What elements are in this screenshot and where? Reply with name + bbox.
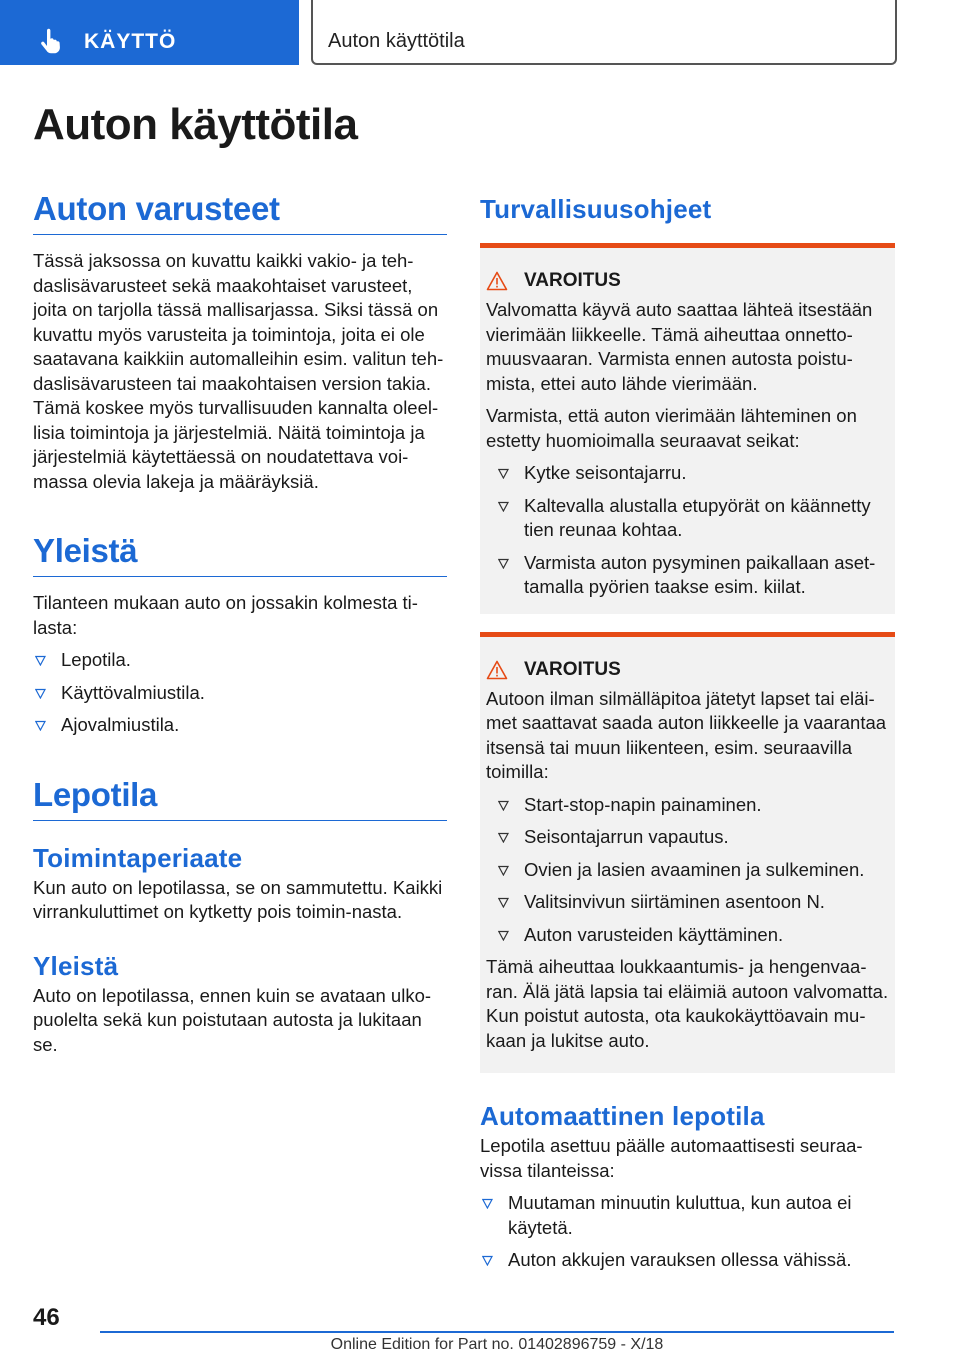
footer-divider [100,1331,894,1333]
warning-text: Tämä aiheuttaa loukkaantumis- ja hengenvaa-ran. Älä jätä lapsia tai eläimiä autoon valvomatta. Kun poistut autosta, ota kaukokäyttöavain mu-kaan ja lukitse auto. [486,956,889,1051]
hand-pointer-icon [38,28,64,54]
list-item: Auton akkujen varauksen ollessa vähissä. [480,1248,895,1273]
list-item: Valitsinvivun siirtäminen asentoon N. [496,890,889,915]
list-item: Auton varusteiden käyttäminen. [496,923,889,948]
general-intro: Tilanteen mukaan auto on jossakin kolmesta ti-lasta: [33,592,418,638]
heading-safety: Turvallisuusohjeet [480,194,712,224]
triangle-bullet-icon [35,688,46,699]
right-column [480,190,895,1273]
heading-rest-general: Yleistä [33,950,119,981]
warning-text: Autoon ilman silmälläpitoa jätetyt lapset tai eläi-met saattavat saada auton liikkeelle ja vaarantaa itsensä tai muun liikenteen, esim. seuraavilla toimilla: [486,687,887,782]
list-item: Käyttövalmiustila. [33,681,447,706]
warning-header [486,659,889,681]
triangle-bullet-icon [498,501,509,512]
general-list [33,648,447,738]
equipment-text: Tässä jaksossa on kuvattu kaikki vakio- ja teh-daslisävarusteet sekä maakohtaiset varusteet, joita on tarjolla tässä mallisarjassa. Siksi tässä on kuvattu myös varusteita ja toimintoja, joita ei ole saatavana kaikkiin automalleihin esim. valitun teh-daslisävarusteen tai maakohtaisen version takia. Tämä koskee myös turvallisuuden kannalta oleel-lisia toimintoja ja järjestelmiä. Näitä toimintoja ja järjestelmiä käytettäessä on noudatettava voi-massa olevia lakeja ja määräyksiä. [33,250,444,492]
section-label: KÄYTTÖ [84,30,177,53]
footer-edition: Online Edition for Part no. 01402896759 - X/18 [330,1336,664,1353]
triangle-bullet-icon [498,930,509,941]
triangle-bullet-icon [498,558,509,569]
heading-general: Yleistä [33,532,447,577]
heading-auto-rest: Automaattinen lepotila [480,1101,765,1131]
heading-principle: Toimintaperiaate [33,842,243,873]
list-item: Start-stop-napin painaminen. [496,793,889,818]
rest-general-text: Auto on lepotilassa, ennen kuin se avataan ulko-puolelta sekä kun poistutaan autosta ja lukitaan se. [33,984,432,1055]
triangle-bullet-icon [482,1198,493,1209]
list-item: Kytke seisontajarru. [496,461,889,486]
breadcrumb-text: Auton käyttötila [328,30,465,52]
triangle-bullet-icon [498,897,509,908]
auto-rest-text: Lepotila asettuu päälle automaattisesti seuraa-vissa tilanteissa: [480,1135,863,1181]
list-item: Kaltevalla alustalla etupyörät on käännetty tien reunaa kohtaa. [496,494,889,543]
page-title: Auton käyttötila [33,100,358,149]
triangle-bullet-icon [35,720,46,731]
warning-box [480,243,895,614]
warning-label: VAROITUS [524,270,621,291]
principle-text: Kun auto on lepotilassa, se on sammutettu. Kaikki virrankuluttimet on kytketty pois toimin-nasta. [33,876,443,922]
list-item: Seisontajarrun vapautus. [496,825,889,850]
section-tab[interactable] [0,0,299,65]
triangle-bullet-icon [482,1255,493,1266]
warning-list [486,461,889,600]
warning-header [486,270,889,292]
list-item: Varmista auton pysyminen paikallaan aset-tamalla pyörien taakse esim. kiilat. [496,551,889,600]
warning-triangle-icon [486,660,508,680]
list-item: Ajovalmiustila. [33,713,447,738]
warning-box [480,632,895,1074]
triangle-bullet-icon [35,655,46,666]
list-item: Lepotila. [33,648,447,673]
left-column [33,190,447,1057]
warning-label: VAROITUS [524,658,621,680]
list-item: Muutaman minuutin kuluttua, kun autoa ei käytetä. [480,1191,895,1240]
warning-triangle-icon [486,271,508,291]
warning-text: Varmista, että auton vierimään lähteminen on estetty huomioimalla seuraavat seikat: [486,405,857,451]
page-number: 46 [33,1304,60,1331]
triangle-bullet-icon [498,468,509,479]
warning-text: Valvomatta käyvä auto saattaa lähteä itsestään vierimään liikkeelle. Tämä aiheuttaa onnetto-muusvaaran. Varmista ennen autosta poistu-mista, ettei auto lähde vierimään. [486,299,873,394]
warning-list [486,793,889,948]
heading-equipment: Auton varusteet [33,190,447,235]
triangle-bullet-icon [498,832,509,843]
breadcrumb [311,0,897,65]
list-item: Ovien ja lasien avaaminen ja sulkeminen. [496,858,889,883]
triangle-bullet-icon [498,800,509,811]
triangle-bullet-icon [498,865,509,876]
heading-rest: Lepotila [33,776,447,821]
auto-rest-list [480,1191,895,1273]
